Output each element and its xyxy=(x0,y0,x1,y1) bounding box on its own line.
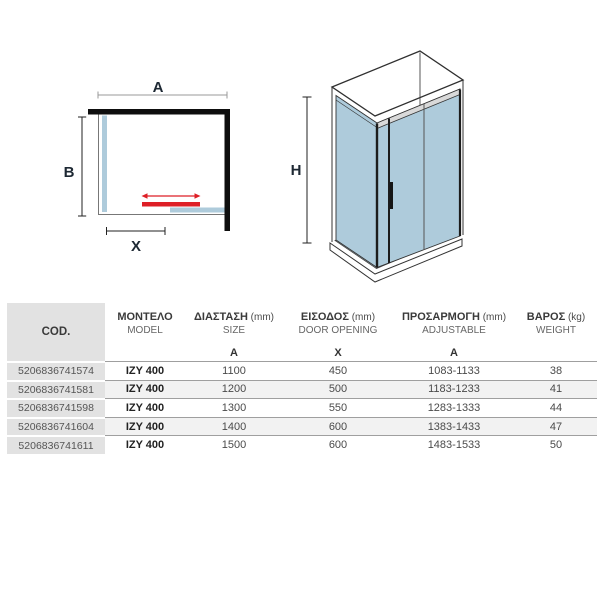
dimension-x xyxy=(107,227,166,255)
cell-model: IZY 400 xyxy=(105,361,185,380)
cell-size: 1100 xyxy=(185,361,283,380)
cell-weight: 41 xyxy=(515,380,597,399)
dimension-b xyxy=(64,117,87,216)
cell-size: 1400 xyxy=(185,417,283,436)
cell-model: IZY 400 xyxy=(105,435,185,454)
cell-size: 1300 xyxy=(185,398,283,417)
cell-cod: 5206836741611 xyxy=(7,435,105,454)
side-glass-panel xyxy=(102,116,107,213)
column-header-size: ΔΙΑΣΤΑΣΗ (mm) SIZE xyxy=(193,310,274,336)
fixed-glass-panel xyxy=(170,208,225,213)
cell-weight: 50 xyxy=(515,435,597,454)
cell-size: 1500 xyxy=(185,435,283,454)
cell-door: 550 xyxy=(283,398,393,417)
cell-door: 600 xyxy=(283,417,393,436)
iso-side-glass xyxy=(336,96,377,268)
cell-weight: 44 xyxy=(515,398,597,417)
subheader-door: X xyxy=(334,347,342,359)
dimension-h-label: H xyxy=(290,162,302,179)
door-slide-arrow xyxy=(142,193,201,199)
cell-door: 450 xyxy=(283,361,393,380)
plan-view-diagram xyxy=(64,79,230,255)
cell-cod: 5206836741581 xyxy=(7,380,105,399)
cell-adjust: 1183-1233 xyxy=(393,380,515,399)
cell-door: 500 xyxy=(283,380,393,399)
cell-weight: 47 xyxy=(515,417,597,436)
column-header-cod: COD. xyxy=(7,303,105,361)
dimension-x-label: X xyxy=(130,238,142,255)
cell-cod: 5206836741574 xyxy=(7,361,105,380)
column-header-door: ΕΙΣΟΔΟΣ (mm) DOOR OPENING xyxy=(298,310,378,336)
dimension-h xyxy=(291,97,312,243)
cell-weight: 38 xyxy=(515,361,597,380)
cell-model: IZY 400 xyxy=(105,417,185,436)
cell-model: IZY 400 xyxy=(105,398,185,417)
cell-adjust: 1383-1433 xyxy=(393,417,515,436)
subheader-model xyxy=(105,345,185,361)
column-header-adjust: ΠΡΟΣΑΡΜΟΓΗ (mm) ADJUSTABLE xyxy=(401,310,507,336)
cell-door: 600 xyxy=(283,435,393,454)
cell-cod: 5206836741598 xyxy=(7,398,105,417)
column-header-model: ΜΟΝΤΕΛΟ MODEL xyxy=(117,310,173,336)
cell-size: 1200 xyxy=(185,380,283,399)
dimension-a xyxy=(98,79,227,99)
spec-table xyxy=(7,303,597,454)
subheader-adjust: A xyxy=(450,347,458,359)
door-handle xyxy=(390,182,393,209)
column-header-weight: ΒΑΡΟΣ (kg) WEIGHT xyxy=(526,310,586,336)
subheader-size: A xyxy=(230,347,238,359)
iso-view-diagram xyxy=(291,51,463,282)
cell-adjust: 1283-1333 xyxy=(393,398,515,417)
dimension-b-label: B xyxy=(63,164,75,181)
cell-model: IZY 400 xyxy=(105,380,185,399)
cell-adjust: 1483-1533 xyxy=(393,435,515,454)
sliding-door xyxy=(142,202,200,207)
cell-adjust: 1083-1133 xyxy=(393,361,515,380)
dimension-a-label: A xyxy=(152,79,164,96)
wall-right xyxy=(225,109,231,231)
wall-top xyxy=(88,109,230,115)
cell-cod: 5206836741604 xyxy=(7,417,105,436)
subheader-weight xyxy=(515,345,597,361)
